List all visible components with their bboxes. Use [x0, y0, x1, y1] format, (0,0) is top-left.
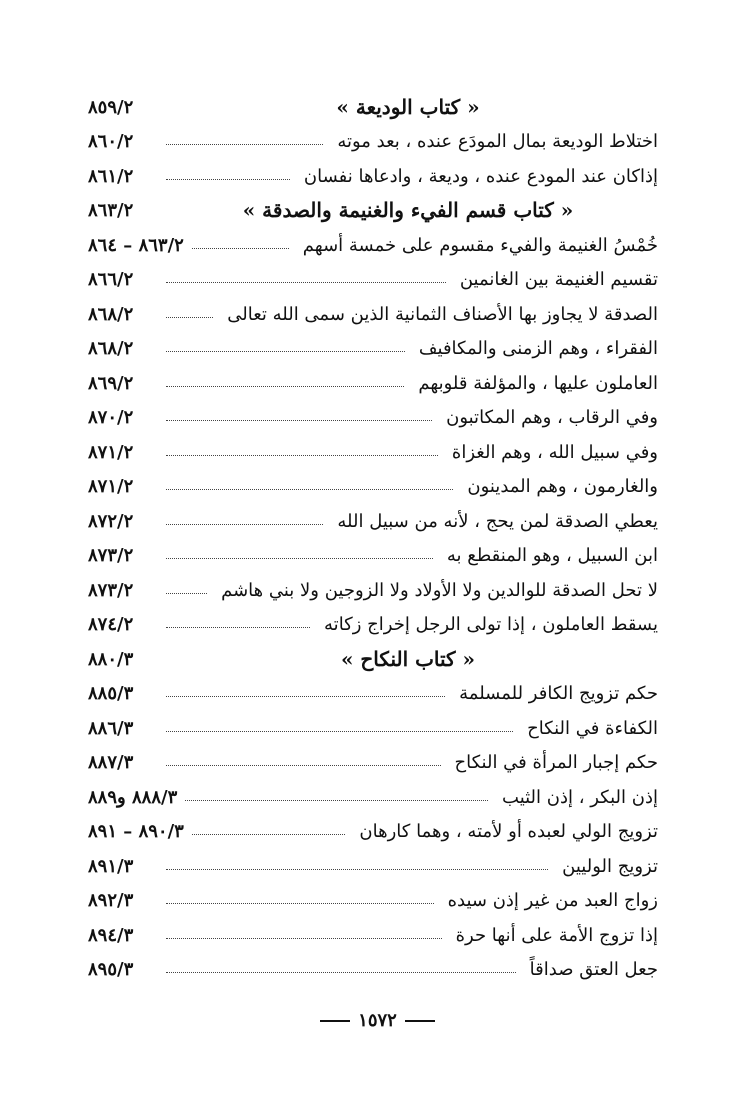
entry-title: العاملون عليها ، والمؤلفة قلوبهم — [418, 372, 658, 394]
entry-title: يسقط العاملون ، إذا تولى الرجل إخراج زكاته — [324, 614, 658, 635]
page-ref: ٨٦٩/٢ — [88, 372, 134, 394]
entry-title: إذن البكر ، إذن الثيب — [502, 786, 658, 808]
toc-entry — [88, 427, 658, 462]
entry-title: جعل العتق صداقاً — [529, 959, 658, 980]
dot-leader — [166, 455, 438, 456]
page-ref: ٨٧١/٢ — [88, 476, 134, 497]
page-number: ١٥٧٢ — [358, 1010, 397, 1031]
toc-entry — [88, 324, 658, 359]
page-ref: ٨٩١/٣ — [88, 855, 134, 877]
page-ref: ٨٧٣/٢ — [88, 579, 134, 601]
page-ref: ٨٦٨/٢ — [88, 303, 134, 325]
toc-entry — [88, 462, 658, 497]
page-ref: ٨٦٨/٢ — [88, 338, 134, 359]
page-ref: ٨٦٣/٢ — [88, 200, 134, 221]
toc-heading — [88, 82, 658, 117]
page-footer — [0, 1010, 755, 1031]
toc-entry — [88, 600, 658, 635]
toc-heading — [88, 634, 658, 669]
dot-leader — [166, 938, 442, 939]
entry-title: وفي الرقاب ، وهم المكاتبون — [446, 407, 658, 428]
entry-title: والغارمون ، وهم المدينون — [467, 476, 658, 497]
dot-leader — [166, 972, 516, 973]
dot-leader — [166, 317, 213, 318]
heading-title: « كتاب الوديعة » — [336, 94, 480, 119]
toc-entry — [88, 807, 658, 842]
entry-title: حكم إجبار المرأة في النكاح — [454, 752, 658, 773]
page-ref: ٨٥٩/٢ — [88, 96, 134, 118]
dot-leader — [166, 420, 432, 421]
toc-heading — [88, 186, 658, 221]
page-ref: ٨٧٤/٢ — [88, 614, 134, 635]
dot-leader — [166, 627, 310, 628]
entry-title: تقسيم الغنيمة بين الغانمين — [459, 269, 658, 290]
entry-title: الصدقة لا يجاوز بها الأصناف الثمانية الذين سمى الله تعالى — [227, 303, 658, 325]
toc-entry — [88, 738, 658, 773]
page-ref: ٨٩٤/٣ — [88, 924, 134, 946]
entry-title: إذاكان عند المودع عنده ، وديعة ، وادعاها نفسان — [303, 165, 658, 187]
dot-leader — [166, 179, 290, 180]
page-ref: ٨٨٨/٣ و٨٨٩ — [88, 786, 178, 808]
heading-title: « كتاب قسم الفيء والغنيمة والصدقة » — [242, 198, 574, 222]
footer-dash — [405, 1020, 435, 1022]
entry-title: وفي سبيل الله ، وهم الغزاة — [451, 441, 658, 463]
toc-entry — [88, 703, 658, 738]
toc-entry — [88, 565, 658, 600]
toc-entry — [88, 876, 658, 911]
page-ref: ٨٩٠/٣ – ٨٩١ — [88, 821, 184, 842]
dot-leader — [166, 869, 548, 870]
entry-title: حكم تزويج الكافر للمسلمة — [459, 683, 658, 704]
page-ref: ٨٨٧/٣ — [88, 752, 134, 773]
entry-title: زواج العبد من غير إذن سيده — [447, 890, 658, 911]
page-ref: ٨٧٣/٢ — [88, 545, 134, 566]
page-ref: ٨٩٥/٣ — [88, 959, 134, 980]
toc-entry — [88, 910, 658, 945]
toc-entry — [88, 358, 658, 393]
toc-entry — [88, 669, 658, 704]
page-ref: ٨٦٦/٢ — [88, 269, 134, 290]
toc-entry — [88, 945, 658, 980]
dot-leader — [166, 903, 434, 904]
dot-leader — [192, 834, 346, 835]
table-of-contents — [88, 82, 658, 979]
page-ref: ٨٦١/٢ — [88, 165, 134, 187]
toc-entry — [88, 531, 658, 566]
dot-leader — [166, 282, 446, 283]
dot-leader — [185, 800, 488, 801]
toc-entry — [88, 289, 658, 324]
page-ref: ٨٨٠/٣ — [88, 648, 134, 670]
page-ref: ٨٨٥/٣ — [88, 683, 134, 704]
page-ref: ٨٧٠/٢ — [88, 407, 134, 428]
footer-dash — [320, 1020, 350, 1022]
dot-leader — [166, 558, 433, 559]
page-ref: ٨٧٢/٢ — [88, 510, 134, 532]
page-ref: ٨٧١/٢ — [88, 441, 134, 463]
dot-leader — [166, 593, 207, 594]
toc-entry — [88, 220, 658, 255]
page-ref: ٨٨٦/٣ — [88, 717, 134, 739]
page-ref: ٨٩٢/٣ — [88, 890, 134, 911]
entry-title: الفقراء ، وهم الزمنى والمكافيف — [418, 338, 658, 359]
toc-entry — [88, 151, 658, 186]
dot-leader — [166, 144, 323, 145]
page-ref: ٨٦٠/٢ — [88, 131, 134, 152]
dot-leader — [166, 696, 445, 697]
dot-leader — [166, 489, 453, 490]
dot-leader — [166, 386, 404, 387]
entry-title: إذا تزوج الأمة على أنها حرة — [455, 924, 658, 946]
toc-entry — [88, 496, 658, 531]
entry-title: تزويج الوليين — [562, 855, 658, 877]
entry-title: يعطي الصدقة لمن يحج ، لأنه من سبيل الله — [337, 510, 658, 532]
toc-entry — [88, 772, 658, 807]
entry-title: اختلاط الوديعة بمال المودَع عنده ، بعد موته — [337, 131, 658, 152]
dot-leader — [166, 524, 323, 525]
toc-entry — [88, 841, 658, 876]
heading-title: « كتاب النكاح » — [340, 646, 476, 671]
entry-title: الكفاءة في النكاح — [527, 717, 658, 739]
dot-leader — [166, 351, 405, 352]
page-ref: ٨٦٣/٢ – ٨٦٤ — [88, 234, 184, 256]
entry-title: تزويج الولي لعبده أو لأمته ، وهما كارهان — [359, 821, 658, 842]
toc-entry — [88, 117, 658, 152]
entry-title: خُمْسُ الغنيمة والفيء مقسوم على خمسة أسهم — [302, 234, 658, 256]
dot-leader — [192, 248, 289, 249]
toc-entry — [88, 393, 658, 428]
dot-leader — [166, 765, 441, 766]
dot-leader — [166, 731, 513, 732]
entry-title: ابن السبيل ، وهو المنقطع به — [446, 545, 658, 566]
toc-entry — [88, 255, 658, 290]
entry-title: لا تحل الصدقة للوالدين ولا الأولاد ولا الزوجين ولا بني هاشم — [221, 579, 658, 601]
